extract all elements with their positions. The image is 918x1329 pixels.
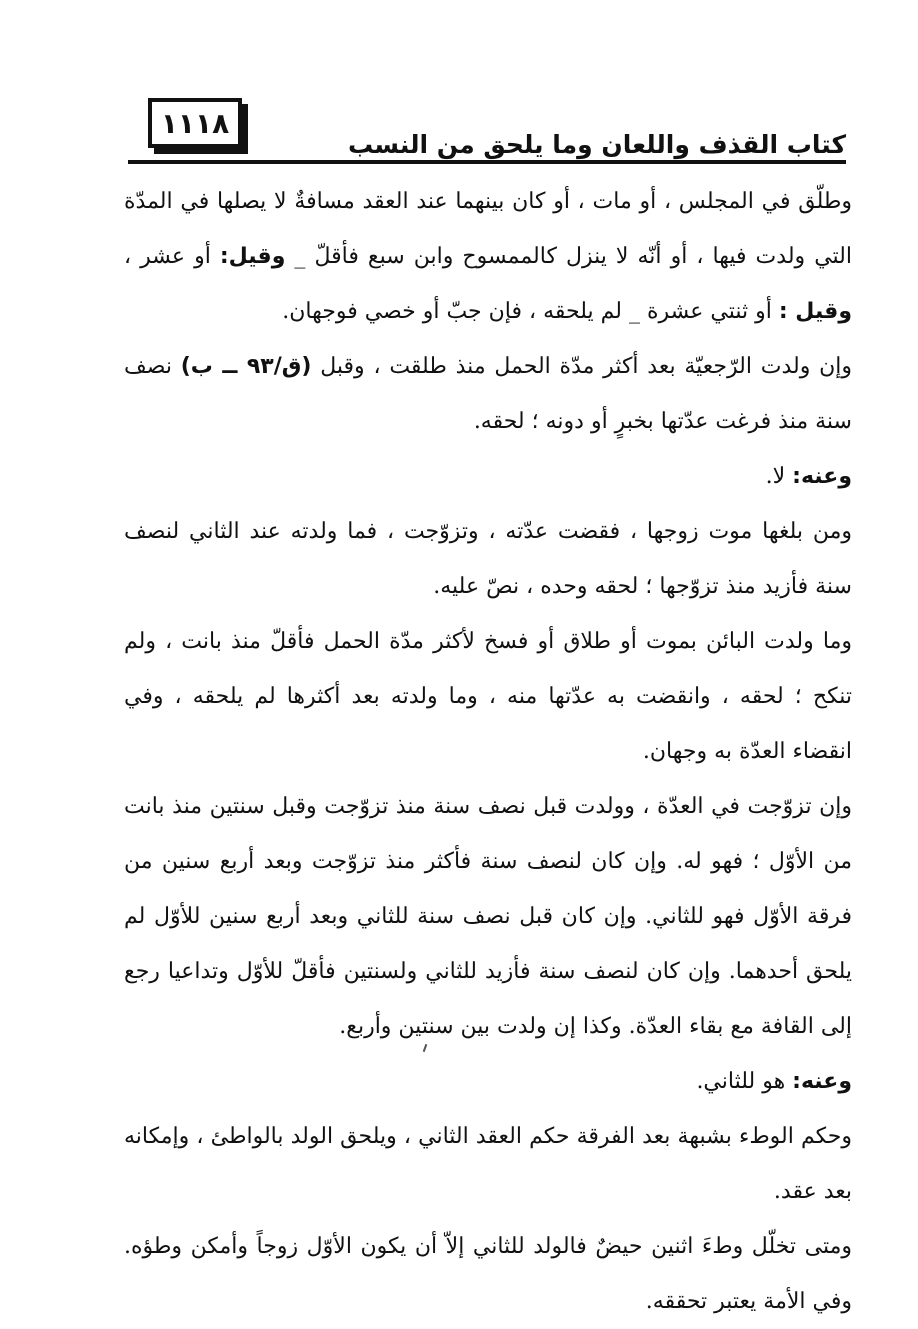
paragraph-7 xyxy=(124,1054,852,1109)
paragraph-4-text: ومن بلغها موت زوجها ، فقضت عدّته ، وتزوّجت ، فما ولدته عند الثاني لنصف سنة فأزيد منذ تزوّجها ؛ لحقه وحده ، نصّ عليه. xyxy=(124,519,852,599)
body-text xyxy=(124,174,852,1329)
paragraph-3 xyxy=(124,449,852,504)
paragraph-1 xyxy=(124,174,852,339)
paragraph-6-text: وإن تزوّجت في العدّة ، وولدت قبل نصف سنة منذ تزوّجت وقبل سنتين منذ بانت من الأوّل ؛ فهو له. وإن كان لنصف سنة فأكثر منذ تزوّجت وبعد أربع سنين من فرقة الأوّل فهو للثاني. وإن كان قبل نصف سنة للثاني وبعد أربع سنين للأوّل لم يلحق أحدهما. وإن كان لنصف سنة فأزيد للثاني ولسنتين فأقلّ للأوّل وتداعيا رجع إلى القافة مع بقاء العدّة. وكذا إن ولدت بين سنتين وأربع. xyxy=(124,794,852,1039)
page-number: ١١١٨ xyxy=(160,106,230,140)
page-number-box xyxy=(148,98,242,148)
paragraph-7-label: وعنه: xyxy=(792,1069,852,1094)
paragraph-8-text: وحكم الوطء بشبهة بعد الفرقة حكم العقد الثاني ، ويلحق الولد بالواطئ ، وإمكانه بعد عقد. xyxy=(124,1124,852,1204)
paragraph-9-text: ومتى تخلّل وطءَ اثنين حيضٌ فالولد للثاني إلاّ أن يكون الأوّل زوجاً وأمكن وطؤه. وفي الأمة يعتبر تحققه. xyxy=(124,1234,852,1314)
paragraph-3-text: لا. xyxy=(765,464,793,489)
paragraph-2-text-b: نصف سنة منذ فرغت عدّتها بخبرٍ أو دونه ؛ لحقه. xyxy=(124,354,852,434)
paragraph-6 xyxy=(124,779,852,1054)
paragraph-1-label: وقيل: xyxy=(219,244,286,269)
running-header-title: كتاب القذف واللعان وما يلحق من النسب xyxy=(347,130,846,159)
paragraph-9 xyxy=(124,1219,852,1329)
paragraph-7-text: هو للثاني. xyxy=(696,1069,793,1094)
paragraph-1-label-2: وقيل : xyxy=(778,299,852,324)
paragraph-1-text-a: وطلّق في المجلس ، أو مات ، أو كان بينهما عند العقد مسافةٌ لا يصلها في المدّة التي ولدت فيها ، أو أنّه لا ينزل كالممسوح وابن سبع فأقلّ _ xyxy=(124,189,852,269)
paragraph-1-text-b: أو عشر ، xyxy=(124,244,220,269)
paragraph-8 xyxy=(124,1109,852,1219)
paragraph-2 xyxy=(124,339,852,449)
paragraph-2-text-a: وإن ولدت الرّجعيّة بعد أكثر مدّة الحمل منذ طلقت ، وقبل xyxy=(311,354,852,379)
paragraph-5 xyxy=(124,614,852,779)
paragraph-4 xyxy=(124,504,852,614)
folio-reference: (ق/٩٣ ــ ب) xyxy=(180,354,312,379)
paragraph-5-text: وما ولدت البائن بموت أو طلاق أو فسخ لأكثر مدّة الحمل فأقلّ منذ بانت ، ولم تنكح ؛ لحقه ، وانقضت به عدّتها منه ، وما ولدته بعد أكثرها لم يلحقه ، وفي انقضاء العدّة به وجهان. xyxy=(124,629,852,764)
paragraph-3-label: وعنه: xyxy=(792,464,852,489)
header-rule xyxy=(128,160,846,164)
paragraph-1-text-c: أو ثنتي عشرة _ لم يلحقه ، فإن جبّ أو خصي فوجهان. xyxy=(282,299,779,324)
